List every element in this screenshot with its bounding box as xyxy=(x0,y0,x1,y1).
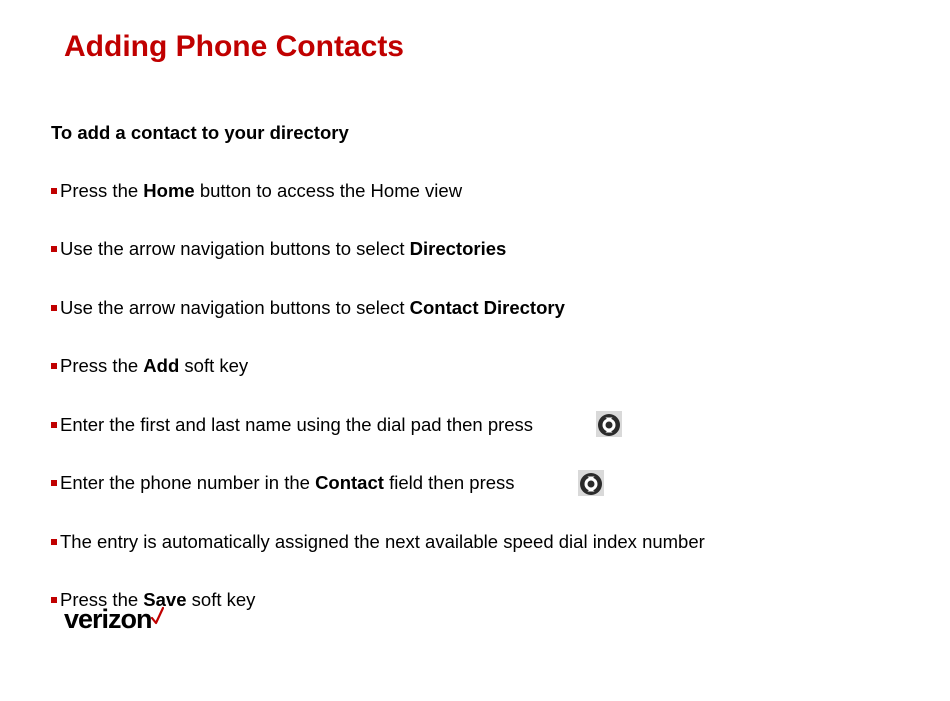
bullet-text: Enter the phone number in the xyxy=(60,472,316,493)
bullet-item xyxy=(51,472,515,494)
bullet-text: Use the arrow navigation buttons to select xyxy=(60,238,410,259)
select-key-icon xyxy=(578,470,604,496)
bullet-text: Enter the first and last name using the dial pad then press xyxy=(60,414,534,435)
bullet-text: button to access the Home view xyxy=(194,180,463,201)
bullet-bold-text: Directories xyxy=(409,238,507,259)
bullet-marker xyxy=(51,305,57,311)
bullet-marker xyxy=(51,597,57,603)
bullet-marker xyxy=(51,363,57,369)
bullet-bold-text: Home xyxy=(143,180,195,201)
bullet-item xyxy=(51,238,506,260)
section-heading: To add a contact to your directory xyxy=(51,122,349,143)
checkmark-icon xyxy=(150,606,164,626)
bullet-bold-text: Contact xyxy=(315,472,384,493)
bullet-bold-text: Save xyxy=(143,589,187,610)
bullet-item xyxy=(51,414,533,436)
bullet-marker xyxy=(51,188,57,194)
page-title: Adding Phone Contacts xyxy=(64,30,404,63)
bullet-bold-text: Contact Directory xyxy=(409,297,565,318)
bullet-text: soft key xyxy=(186,589,256,610)
bullet-text: Use the arrow navigation buttons to select xyxy=(60,297,410,318)
bullet-marker xyxy=(51,539,57,545)
bullet-item xyxy=(51,180,462,202)
bullet-item xyxy=(51,355,248,377)
bullet-marker xyxy=(51,246,57,252)
bullet-marker xyxy=(51,480,57,486)
bullet-item xyxy=(51,531,705,553)
bullet-marker xyxy=(51,422,57,428)
bullet-text: field then press xyxy=(383,472,515,493)
bullet-item xyxy=(51,297,565,319)
logo-wordmark: verizon xyxy=(64,604,152,634)
bullet-text: Press the xyxy=(60,355,144,376)
bullet-text: The entry is automatically assigned the next available speed dial index number xyxy=(60,531,705,552)
verizon-logo xyxy=(64,604,152,635)
bullet-bold-text: Add xyxy=(143,355,180,376)
bullet-text: Press the xyxy=(60,589,144,610)
bullet-text: Press the xyxy=(60,180,144,201)
bullet-text: soft key xyxy=(179,355,249,376)
select-key-icon xyxy=(596,411,622,437)
